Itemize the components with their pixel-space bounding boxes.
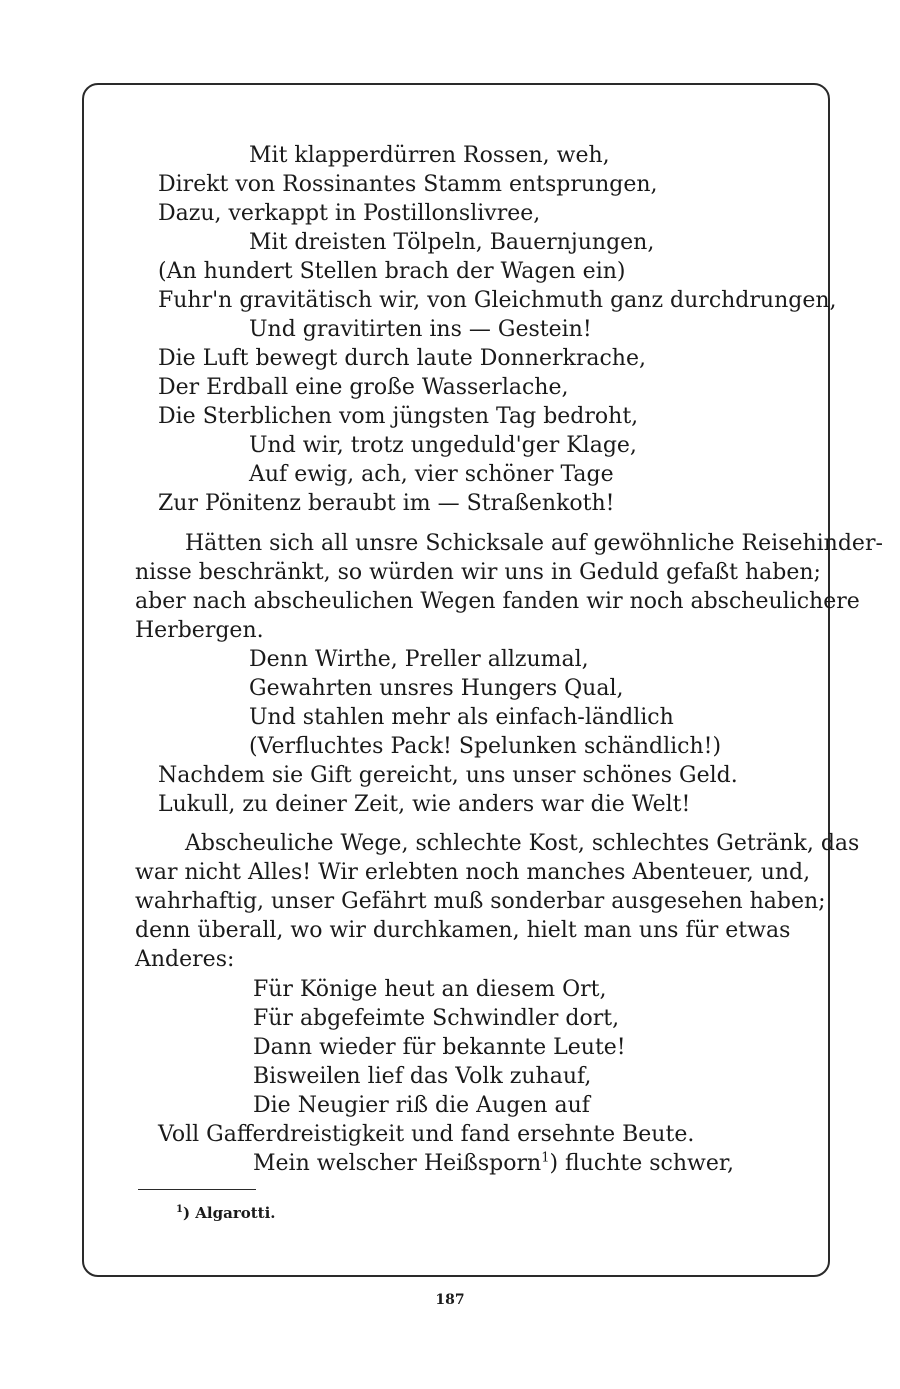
footnote-rule <box>138 1189 256 1190</box>
poem-line: Mit klapperdürren Rossen, weh, <box>249 143 610 168</box>
poem-line-text: Mein welscher Heißsporn <box>253 1151 542 1176</box>
paragraph-line: Hätten sich all unsre Schicksale auf gewöhnliche Reisehinder- <box>185 531 883 556</box>
footnote-marker: 1 <box>541 1150 550 1166</box>
paragraph-line: Anderes: <box>135 947 235 972</box>
poem-line: Fuhr'n gravitätisch wir, von Gleichmuth ganz durchdrungen, <box>158 288 837 313</box>
poem-line: Nachdem sie Gift gereicht, uns unser schönes Geld. <box>158 763 738 788</box>
poem-line: Für abgefeimte Schwindler dort, <box>253 1006 620 1031</box>
poem-line-with-footnote <box>253 1151 734 1177</box>
poem-line: Direkt von Rossinantes Stamm entsprungen, <box>158 172 658 197</box>
poem-line: Bisweilen lief das Volk zuhauf, <box>253 1064 592 1089</box>
paragraph-line: Herbergen. <box>135 618 264 643</box>
paragraph-line: war nicht Alles! Wir erlebten noch manches Abenteuer, und, <box>135 860 811 885</box>
poem-line: Dazu, verkappt in Postillonslivree, <box>158 201 541 226</box>
paragraph-line: denn überall, wo wir durchkamen, hielt man uns für etwas <box>135 918 791 943</box>
poem-line: Dann wieder für bekannte Leute! <box>253 1035 626 1060</box>
poem-line: Die Luft bewegt durch laute Donnerkrache, <box>158 346 646 371</box>
poem-line: Und gravitirten ins — Gestein! <box>249 317 592 342</box>
poem-line: Und wir, trotz ungeduld'ger Klage, <box>249 433 637 458</box>
poem-line: Auf ewig, ach, vier schöner Tage <box>249 462 614 487</box>
poem-line: Und stahlen mehr als einfach-ländlich <box>249 705 674 730</box>
page-number: 187 <box>435 1292 465 1308</box>
poem-line: Für Könige heut an diesem Ort, <box>253 977 607 1002</box>
poem-line: Mit dreisten Tölpeln, Bauernjungen, <box>249 230 655 255</box>
paragraph-line: nisse beschränkt, so würden wir uns in Geduld gefaßt haben; <box>135 560 821 585</box>
poem-line: Die Neugier riß die Augen auf <box>253 1093 590 1118</box>
paragraph-line: Abscheuliche Wege, schlechte Kost, schlechtes Getränk, das <box>185 831 860 856</box>
poem-line-text: ) fluchte schwer, <box>549 1151 734 1176</box>
poem-line: Voll Gafferdreistigkeit und fand ersehnte Beute. <box>158 1122 695 1147</box>
footnote-number: 1 <box>176 1204 183 1215</box>
paragraph-line: aber nach abscheulichen Wegen fanden wir noch abscheulichere <box>135 589 860 614</box>
paragraph-line: wahrhaftig, unser Gefährt muß sonderbar ausgesehen haben; <box>135 889 826 914</box>
poem-line: Denn Wirthe, Preller allzumal, <box>249 647 589 672</box>
footnote <box>176 1200 276 1223</box>
poem-line: Lukull, zu deiner Zeit, wie anders war die Welt! <box>158 792 691 817</box>
poem-line: Zur Pönitenz beraubt im — Straßenkoth! <box>158 491 615 516</box>
poem-line: (Verfluchtes Pack! Spelunken schändlich!) <box>249 734 722 759</box>
poem-line: Die Sterblichen vom jüngsten Tag bedroht, <box>158 404 639 429</box>
poem-line: Der Erdball eine große Wasserlache, <box>158 375 569 400</box>
poem-line: Gewahrten unsres Hungers Qual, <box>249 676 624 701</box>
footnote-text: ) Algarotti. <box>182 1204 276 1222</box>
poem-line: (An hundert Stellen brach der Wagen ein) <box>158 259 626 284</box>
